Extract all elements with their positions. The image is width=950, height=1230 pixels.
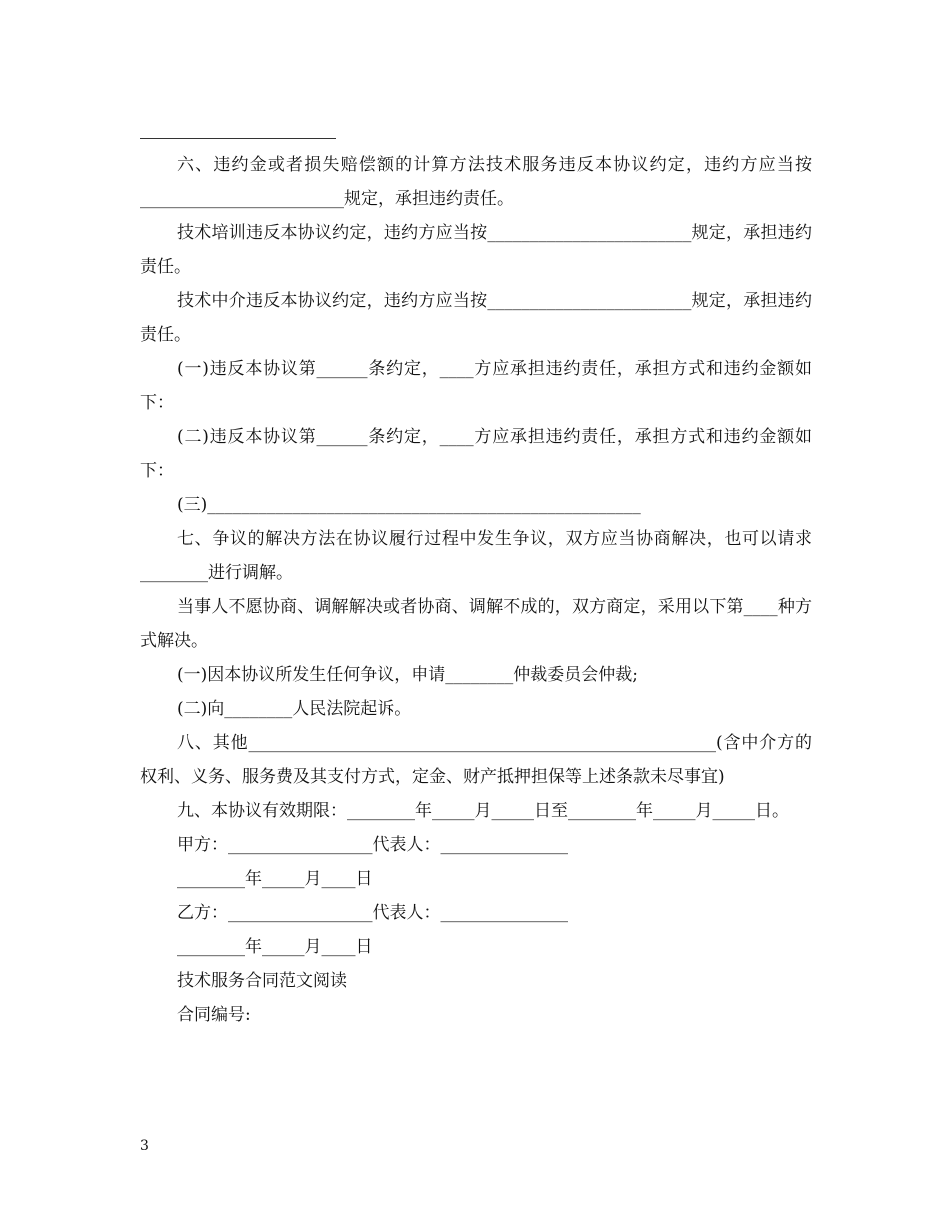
clause-court: (二)向________人民法院起诉。 xyxy=(177,699,412,719)
clause-six-liquidated-damages: 六、违约金或者损失赔偿额的计算方法技术服务违反本协议约定，违约方应当按________________________规定，承担违约责任。 xyxy=(140,155,812,209)
party-b-signature: 乙方：_________________代表人：_______________ xyxy=(177,903,568,923)
clause-dispute-method: 当事人不愿协商、调解解决或者协商、调解不成的，双方商定，采用以下第____种方式解决。 xyxy=(140,597,812,651)
party-a-date: ________年_____月____日 xyxy=(177,869,373,889)
clause-breach-item-three: (三)___________________________________________________ xyxy=(177,495,641,515)
clause-intermediary-breach: 技术中介违反本协议约定，违约方应当按________________________规定，承担违约责任。 xyxy=(140,291,812,345)
top-rule xyxy=(140,138,336,139)
clause-breach-item-two: (二)违反本协议第______条约定，____方应承担违约责任，承担方式和违约金额如下： xyxy=(140,427,812,481)
clause-nine-term: 九、本协议有效期限：________年_____月_____日至________年_____月_____日。 xyxy=(177,801,789,821)
clause-training-breach: 技术培训违反本协议约定，违约方应当按________________________规定，承担违约责任。 xyxy=(140,223,812,277)
section-heading: 技术服务合同范文阅读 xyxy=(177,971,347,991)
clause-breach-item-one: (一)违反本协议第______条约定，____方应承担违约责任，承担方式和违约金额如下： xyxy=(140,359,812,413)
contract-number-label: 合同编号: xyxy=(177,1005,251,1025)
page-number: 3 xyxy=(140,1138,149,1154)
clause-eight-other: 八、其他_______________________________________________________(含中介方的权利、义务、服务费及其支付方式，定金、财产抵押担保等上述条款未尽事宜) xyxy=(140,733,812,787)
document-body xyxy=(140,148,812,1032)
clause-arbitration: (一)因本协议所发生任何争议，申请________仲裁委员会仲裁; xyxy=(177,665,638,685)
party-a-signature: 甲方：_________________代表人：_______________ xyxy=(177,835,568,855)
party-b-date: ________年_____月____日 xyxy=(177,937,373,957)
clause-seven-dispute: 七、争议的解决方法在协议履行过程中发生争议，双方应当协商解决，也可以请求________进行调解。 xyxy=(140,529,812,583)
